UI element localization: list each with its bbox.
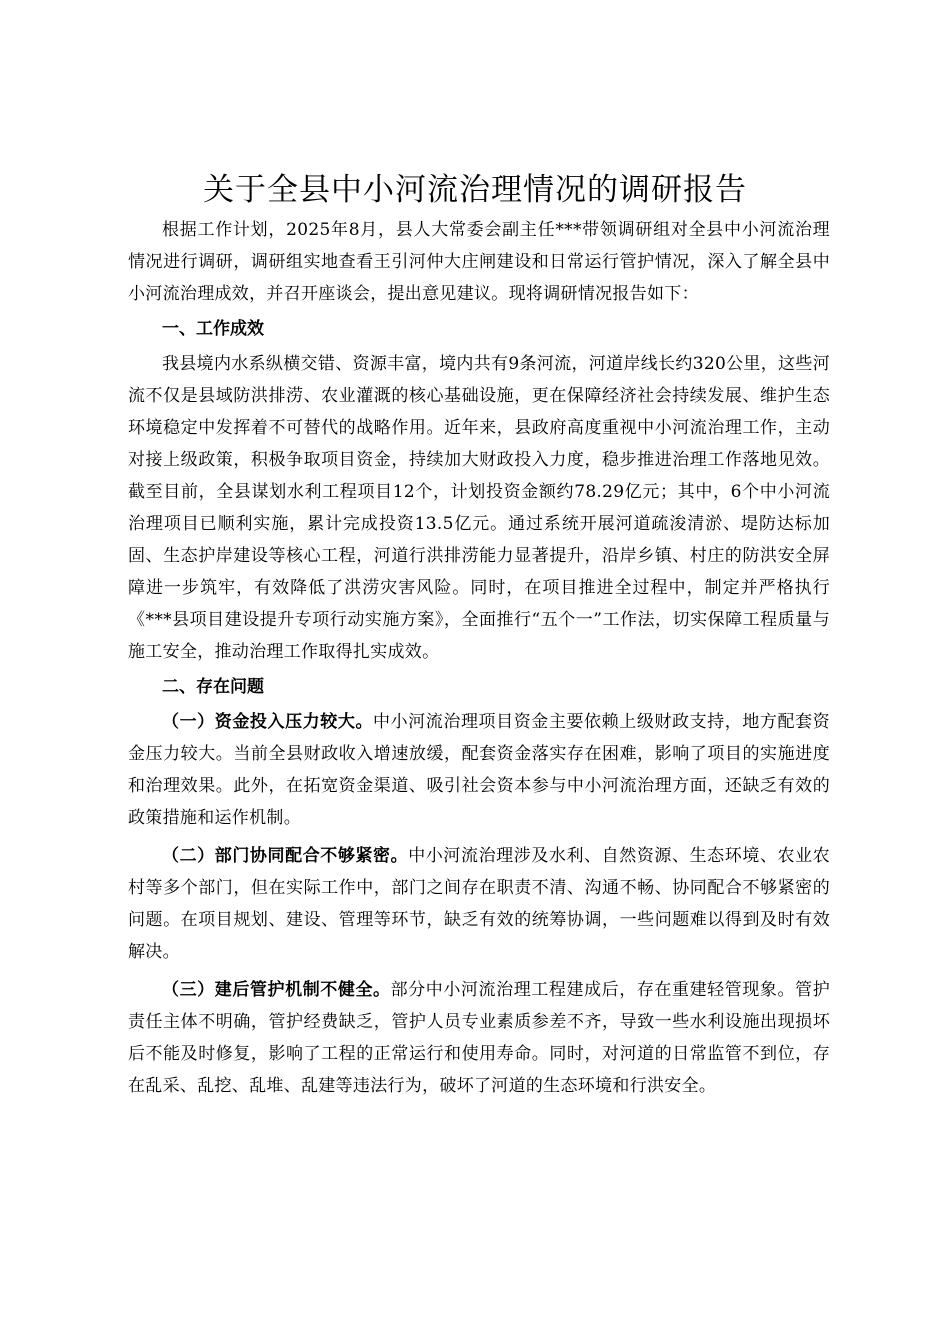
problem-lead-funding: （一）资金投入压力较大。 <box>162 712 374 732</box>
problem-lead-maintenance: （三）建后管护机制不健全。 <box>162 980 391 1000</box>
problem-paragraph-maintenance <box>128 974 830 1102</box>
problem-paragraph-coordination <box>128 840 830 968</box>
problem-text-coordination: 中小河流治理涉及水利、自然资源、生态环境、农业农村等多个部门，但在实际工作中，部门之间存在职责不清、沟通不畅、协同配合不够紧密的问题。在项目规划、建设、管理等环节，缺乏有效的统筹协调，一些问题难以得到及时有效解决。 <box>128 846 831 962</box>
intro-paragraph: 根据工作计划，2025年8月，县人大常委会副主任***带领调研组对全县中小河流治理情况进行调研，调研组实地查看王引河仲大庄闸建设和日常运行管护情况，深入了解全县中小河流治理成效，并召开座谈会，提出意见建议。现将调研情况报告如下： <box>128 220 830 304</box>
problem-lead-coordination: （二）部门协同配合不够紧密。 <box>162 846 409 866</box>
section-heading-achievements: 一、工作成效 <box>162 319 264 339</box>
problem-text-funding: 中小河流治理项目资金主要依赖上级财政支持，地方配套资金压力较大。当前全县财政收入增速放缓，配套资金落实存在困难，影响了项目的实施进度和治理效果。此外，在拓宽资金渠道、吸引社会资本参与中小河流治理方面，还缺乏有效的政策措施和运作机制。 <box>128 712 830 828</box>
problem-text-maintenance: 部分中小河流治理工程建成后，存在重建轻管现象。管护责任主体不明确，管护经费缺乏，管护人员专业素质参差不齐，导致一些水利设施出现损坏后不能及时修复，影响了工程的正常运行和使用寿命。同时，对河道的日常监管不到位，存在乱采、乱挖、乱堆、乱建等违法行为，破坏了河道的生态环境和行洪安全。 <box>128 980 830 1096</box>
achievements-paragraph: 我县境内水系纵横交错、资源丰富，境内共有9条河流，河道岸线长约320公里，这些河流不仅是县域防洪排涝、农业灌溉的核心基础设施，更在保障经济社会持续发展、维护生态环境稳定中发挥着不可替代的战略作用。近年来，县政府高度重视中小河流治理工作，主动对接上级政策，积极争取项目资金，持续加大财政投入力度，稳步推进治理工作落地见效。截至目前，全县谋划水利工程项目12个，计划投资金额约78.29亿元；其中，6个中小河流治理项目已顺利实施，累计完成投资13.5亿元。通过系统开展河道疏浚清淤、堤防达标加固、生态护岸建设等核心工程，河道行洪排涝能力显著提升，沿岸乡镇、村庄的防洪安全屏障进一步筑牢，有效降低了洪涝灾害风险。同时，在项目推进全过程中，制定并严格执行《***县项目建设提升专项行动实施方案》，全面推行“五个一”工作法，切实保障工程质量与施工安全，推动治理工作取得扎实成效。 <box>128 354 830 662</box>
document-body <box>128 214 830 1102</box>
document-title: 关于全县中小河流治理情况的调研报告 <box>203 172 747 208</box>
section-heading-problems: 二、存在问题 <box>162 677 264 697</box>
problem-paragraph-funding <box>128 706 830 834</box>
